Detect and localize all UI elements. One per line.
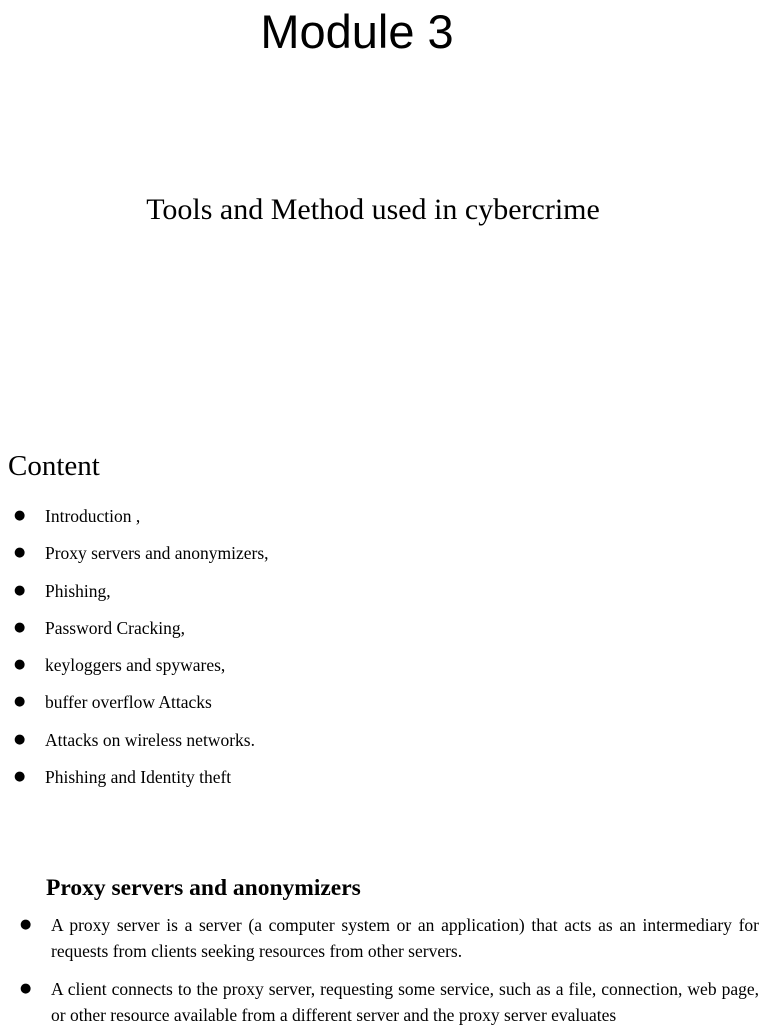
- section-paragraph-text: A client connects to the proxy server, requesting some service, such as a file, connection, web page, or other resource available from a different server and the proxy server evaluates: [51, 979, 759, 1025]
- content-heading: Content: [8, 450, 100, 482]
- section-paragraph: [0, 912, 768, 964]
- content-item-label: Phishing,: [45, 580, 111, 601]
- section-paragraph-text: A proxy server is a server (a computer system or an application) that acts as an intermediary for requests from clients seeking resources from other servers.: [51, 915, 759, 961]
- bullet-icon: ●: [14, 694, 26, 710]
- content-item-label: Attacks on wireless networks.: [45, 729, 255, 750]
- bullet-icon: ●: [14, 731, 26, 747]
- page-title: Module 3: [260, 5, 454, 58]
- bullet-icon: ●: [14, 769, 26, 785]
- content-item-label: buffer overflow Attacks: [45, 692, 212, 713]
- page-subtitle: Tools and Method used in cybercrime: [146, 193, 600, 226]
- bullet-icon: ●: [20, 917, 32, 932]
- bullet-icon: ●: [14, 582, 26, 598]
- section-heading: Proxy servers and anonymizers: [46, 875, 361, 901]
- section-paragraph-list: [0, 912, 768, 1028]
- bullet-icon: ●: [20, 981, 32, 996]
- bullet-icon: ●: [14, 545, 26, 561]
- content-item-label: Phishing and Identity theft: [45, 767, 232, 788]
- content-item-label: Introduction ,: [45, 506, 141, 526]
- content-item-label: Proxy servers and anonymizers,: [45, 543, 269, 564]
- section-paragraph: [0, 976, 768, 1028]
- bullet-icon: ●: [14, 619, 26, 635]
- bullet-icon: ●: [14, 657, 26, 673]
- content-item-label: keyloggers and spywares,: [45, 655, 226, 676]
- bullet-icon: ●: [14, 508, 26, 523]
- content-item-label: Password Cracking,: [45, 617, 185, 638]
